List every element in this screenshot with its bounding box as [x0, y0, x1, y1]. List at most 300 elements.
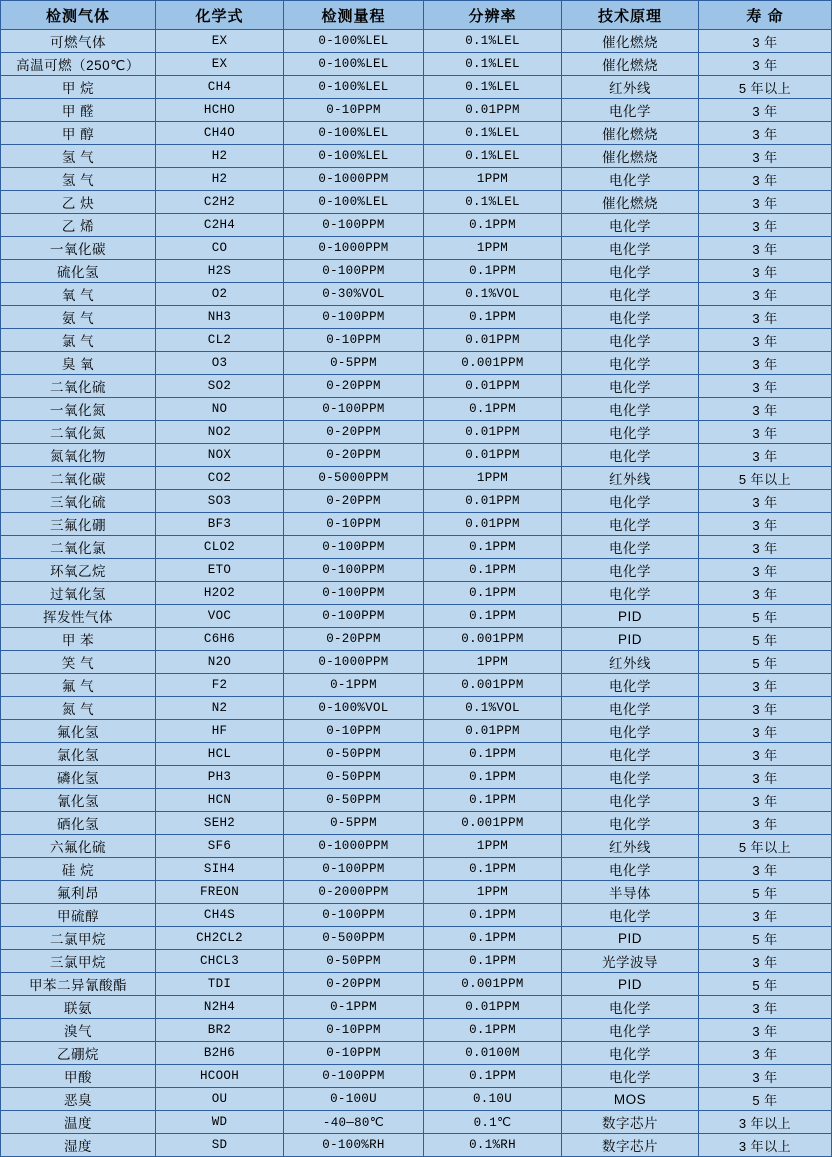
- cell-principle: 电化学: [562, 996, 699, 1019]
- cell-formula: SO3: [156, 490, 284, 513]
- cell-resolution: 0.01PPM: [424, 720, 562, 743]
- cell-principle: 电化学: [562, 237, 699, 260]
- cell-resolution: 0.1PPM: [424, 582, 562, 605]
- cell-lifetime: 3 年: [699, 168, 832, 191]
- cell-gas: 硒化氢: [1, 812, 156, 835]
- table-row: [1, 490, 832, 513]
- cell-formula: CO2: [156, 467, 284, 490]
- cell-gas: 硫化氢: [1, 260, 156, 283]
- cell-resolution: 0.1%LEL: [424, 76, 562, 99]
- table-row: [1, 881, 832, 904]
- table-row: [1, 53, 832, 76]
- cell-range: 0-10PPM: [284, 1042, 424, 1065]
- cell-formula: H2O2: [156, 582, 284, 605]
- cell-gas: 氯化氢: [1, 743, 156, 766]
- cell-resolution: 0.0100M: [424, 1042, 562, 1065]
- cell-principle: 电化学: [562, 743, 699, 766]
- cell-formula: H2S: [156, 260, 284, 283]
- cell-formula: SF6: [156, 835, 284, 858]
- cell-resolution: 0.01PPM: [424, 329, 562, 352]
- table-row: [1, 973, 832, 996]
- table-row: [1, 237, 832, 260]
- cell-formula: SEH2: [156, 812, 284, 835]
- cell-gas: 二氧化氯: [1, 536, 156, 559]
- cell-resolution: 0.01PPM: [424, 99, 562, 122]
- cell-resolution: 0.1PPM: [424, 306, 562, 329]
- cell-formula: NO: [156, 398, 284, 421]
- cell-range: 0-500PPM: [284, 927, 424, 950]
- cell-resolution: 0.1PPM: [424, 214, 562, 237]
- cell-formula: CH4O: [156, 122, 284, 145]
- cell-lifetime: 3 年: [699, 582, 832, 605]
- cell-formula: SO2: [156, 375, 284, 398]
- table-row: [1, 996, 832, 1019]
- cell-principle: 电化学: [562, 697, 699, 720]
- table-row: [1, 191, 832, 214]
- cell-resolution: 1PPM: [424, 835, 562, 858]
- cell-lifetime: 3 年: [699, 260, 832, 283]
- cell-lifetime: 3 年: [699, 904, 832, 927]
- cell-principle: 电化学: [562, 352, 699, 375]
- cell-formula: O3: [156, 352, 284, 375]
- cell-resolution: 0.1%VOL: [424, 283, 562, 306]
- table-row: [1, 352, 832, 375]
- cell-lifetime: 3 年: [699, 789, 832, 812]
- cell-range: 0-100PPM: [284, 559, 424, 582]
- cell-principle: 数字芯片: [562, 1134, 699, 1157]
- cell-lifetime: 3 年: [699, 191, 832, 214]
- cell-range: 0-20PPM: [284, 973, 424, 996]
- cell-range: 0-100%LEL: [284, 30, 424, 53]
- cell-range: 0-30%VOL: [284, 283, 424, 306]
- cell-principle: 光学波导: [562, 950, 699, 973]
- cell-gas: 笑 气: [1, 651, 156, 674]
- cell-formula: F2: [156, 674, 284, 697]
- cell-gas: 高温可燃（250℃）: [1, 53, 156, 76]
- cell-gas: 二氧化氮: [1, 421, 156, 444]
- cell-formula: C2H4: [156, 214, 284, 237]
- cell-range: -40—80℃: [284, 1111, 424, 1134]
- cell-resolution: 0.01PPM: [424, 996, 562, 1019]
- cell-lifetime: 3 年: [699, 99, 832, 122]
- cell-range: 0-100PPM: [284, 536, 424, 559]
- cell-principle: PID: [562, 605, 699, 628]
- cell-gas: 氟利昂: [1, 881, 156, 904]
- cell-lifetime: 3 年: [699, 674, 832, 697]
- cell-formula: SIH4: [156, 858, 284, 881]
- table-body: [1, 30, 832, 1157]
- cell-range: 0-1PPM: [284, 674, 424, 697]
- cell-range: 0-10PPM: [284, 720, 424, 743]
- cell-principle: 红外线: [562, 835, 699, 858]
- cell-lifetime: 3 年: [699, 145, 832, 168]
- cell-resolution: 0.1PPM: [424, 743, 562, 766]
- cell-principle: 催化燃烧: [562, 30, 699, 53]
- cell-range: 0-100PPM: [284, 398, 424, 421]
- cell-formula: FREON: [156, 881, 284, 904]
- table-row: [1, 30, 832, 53]
- cell-lifetime: 3 年: [699, 398, 832, 421]
- cell-gas: 氢 气: [1, 168, 156, 191]
- cell-range: 0-100%LEL: [284, 145, 424, 168]
- cell-lifetime: 5 年: [699, 651, 832, 674]
- table-row: [1, 145, 832, 168]
- cell-formula: EX: [156, 53, 284, 76]
- cell-gas: 氰化氢: [1, 789, 156, 812]
- cell-principle: 半导体: [562, 881, 699, 904]
- table-row: [1, 76, 832, 99]
- cell-resolution: 1PPM: [424, 237, 562, 260]
- cell-resolution: 0.1%LEL: [424, 30, 562, 53]
- cell-lifetime: 3 年: [699, 858, 832, 881]
- cell-lifetime: 3 年: [699, 329, 832, 352]
- column-header-gas: 检测气体: [1, 1, 156, 30]
- cell-formula: N2H4: [156, 996, 284, 1019]
- cell-formula: CH4S: [156, 904, 284, 927]
- cell-formula: ETO: [156, 559, 284, 582]
- cell-range: 0-100PPM: [284, 260, 424, 283]
- cell-lifetime: 5 年: [699, 605, 832, 628]
- cell-principle: 电化学: [562, 789, 699, 812]
- table-row: [1, 812, 832, 835]
- cell-gas: 甲酸: [1, 1065, 156, 1088]
- cell-resolution: 0.1PPM: [424, 904, 562, 927]
- column-header-lifetime: 寿 命: [699, 1, 832, 30]
- cell-lifetime: 3 年: [699, 214, 832, 237]
- cell-gas: 恶臭: [1, 1088, 156, 1111]
- cell-resolution: 0.1PPM: [424, 605, 562, 628]
- cell-lifetime: 3 年: [699, 559, 832, 582]
- cell-range: 0-100PPM: [284, 1065, 424, 1088]
- cell-range: 0-100%VOL: [284, 697, 424, 720]
- cell-resolution: 0.1%VOL: [424, 697, 562, 720]
- cell-principle: 电化学: [562, 444, 699, 467]
- cell-resolution: 0.1PPM: [424, 559, 562, 582]
- cell-formula: B2H6: [156, 1042, 284, 1065]
- cell-formula: H2: [156, 168, 284, 191]
- cell-range: 0-100PPM: [284, 214, 424, 237]
- cell-principle: 催化燃烧: [562, 191, 699, 214]
- cell-formula: TDI: [156, 973, 284, 996]
- table-row: [1, 651, 832, 674]
- cell-principle: 电化学: [562, 99, 699, 122]
- table-row: [1, 1042, 832, 1065]
- cell-range: 0-100%RH: [284, 1134, 424, 1157]
- cell-lifetime: 3 年: [699, 122, 832, 145]
- cell-principle: 电化学: [562, 766, 699, 789]
- cell-gas: 联氨: [1, 996, 156, 1019]
- cell-range: 0-10PPM: [284, 513, 424, 536]
- cell-resolution: 0.01PPM: [424, 513, 562, 536]
- cell-gas: 二氯甲烷: [1, 927, 156, 950]
- cell-gas: 乙 烯: [1, 214, 156, 237]
- cell-gas: 六氟化硫: [1, 835, 156, 858]
- cell-gas: 甲 烷: [1, 76, 156, 99]
- cell-range: 0-1000PPM: [284, 168, 424, 191]
- cell-lifetime: 3 年: [699, 490, 832, 513]
- table-row: [1, 1088, 832, 1111]
- cell-range: 0-5PPM: [284, 812, 424, 835]
- cell-lifetime: 5 年: [699, 973, 832, 996]
- cell-formula: OU: [156, 1088, 284, 1111]
- table-row: [1, 99, 832, 122]
- cell-lifetime: 5 年: [699, 1088, 832, 1111]
- table-row: [1, 122, 832, 145]
- cell-resolution: 1PPM: [424, 168, 562, 191]
- cell-formula: O2: [156, 283, 284, 306]
- cell-formula: CH4: [156, 76, 284, 99]
- cell-range: 0-1PPM: [284, 996, 424, 1019]
- cell-lifetime: 3 年: [699, 237, 832, 260]
- column-header-range: 检测量程: [284, 1, 424, 30]
- table-row: [1, 835, 832, 858]
- cell-lifetime: 3 年: [699, 743, 832, 766]
- table-row: [1, 444, 832, 467]
- cell-resolution: 0.1PPM: [424, 927, 562, 950]
- cell-formula: N2: [156, 697, 284, 720]
- cell-gas: 氮氧化物: [1, 444, 156, 467]
- cell-gas: 环氧乙烷: [1, 559, 156, 582]
- cell-resolution: 0.01PPM: [424, 421, 562, 444]
- cell-formula: C2H2: [156, 191, 284, 214]
- cell-resolution: 0.01PPM: [424, 444, 562, 467]
- cell-gas: 湿度: [1, 1134, 156, 1157]
- cell-gas: 乙硼烷: [1, 1042, 156, 1065]
- cell-lifetime: 3 年: [699, 283, 832, 306]
- cell-range: 0-1000PPM: [284, 651, 424, 674]
- cell-lifetime: 3 年以上: [699, 1134, 832, 1157]
- cell-resolution: 0.001PPM: [424, 812, 562, 835]
- table-row: [1, 283, 832, 306]
- cell-formula: NOX: [156, 444, 284, 467]
- cell-gas: 甲 醛: [1, 99, 156, 122]
- cell-range: 0-10PPM: [284, 1019, 424, 1042]
- cell-resolution: 0.1PPM: [424, 789, 562, 812]
- cell-formula: NH3: [156, 306, 284, 329]
- cell-gas: 氯 气: [1, 329, 156, 352]
- cell-resolution: 0.1PPM: [424, 858, 562, 881]
- cell-principle: 电化学: [562, 260, 699, 283]
- cell-principle: 电化学: [562, 306, 699, 329]
- cell-lifetime: 3 年: [699, 444, 832, 467]
- cell-formula: CLO2: [156, 536, 284, 559]
- cell-formula: HF: [156, 720, 284, 743]
- cell-gas: 甲硫醇: [1, 904, 156, 927]
- cell-lifetime: 3 年: [699, 53, 832, 76]
- cell-gas: 氢 气: [1, 145, 156, 168]
- cell-principle: 电化学: [562, 168, 699, 191]
- cell-gas: 臭 氧: [1, 352, 156, 375]
- cell-formula: SD: [156, 1134, 284, 1157]
- cell-lifetime: 3 年: [699, 306, 832, 329]
- cell-principle: 电化学: [562, 559, 699, 582]
- table-row: [1, 260, 832, 283]
- cell-resolution: 0.01PPM: [424, 375, 562, 398]
- cell-formula: CL2: [156, 329, 284, 352]
- cell-principle: 电化学: [562, 536, 699, 559]
- cell-lifetime: 5 年: [699, 927, 832, 950]
- cell-formula: CHCL3: [156, 950, 284, 973]
- cell-gas: 挥发性气体: [1, 605, 156, 628]
- table-row: [1, 950, 832, 973]
- table-row: [1, 904, 832, 927]
- cell-principle: 电化学: [562, 398, 699, 421]
- cell-lifetime: 3 年以上: [699, 1111, 832, 1134]
- table-row: [1, 766, 832, 789]
- cell-range: 0-5000PPM: [284, 467, 424, 490]
- cell-lifetime: 3 年: [699, 697, 832, 720]
- cell-resolution: 0.10U: [424, 1088, 562, 1111]
- cell-range: 0-50PPM: [284, 766, 424, 789]
- cell-range: 0-1000PPM: [284, 237, 424, 260]
- table-row: [1, 513, 832, 536]
- cell-principle: 电化学: [562, 283, 699, 306]
- cell-principle: 电化学: [562, 375, 699, 398]
- cell-gas: 一氧化碳: [1, 237, 156, 260]
- table-row: [1, 927, 832, 950]
- cell-range: 0-50PPM: [284, 743, 424, 766]
- cell-formula: EX: [156, 30, 284, 53]
- cell-range: 0-5PPM: [284, 352, 424, 375]
- cell-range: 0-50PPM: [284, 789, 424, 812]
- cell-resolution: 0.1%LEL: [424, 191, 562, 214]
- table-row: [1, 1134, 832, 1157]
- table-row: [1, 536, 832, 559]
- cell-range: 0-10PPM: [284, 329, 424, 352]
- cell-gas: 硅 烷: [1, 858, 156, 881]
- cell-principle: PID: [562, 973, 699, 996]
- cell-range: 0-20PPM: [284, 444, 424, 467]
- cell-principle: 电化学: [562, 904, 699, 927]
- cell-principle: 电化学: [562, 1019, 699, 1042]
- cell-resolution: 0.001PPM: [424, 352, 562, 375]
- cell-principle: 电化学: [562, 329, 699, 352]
- cell-formula: PH3: [156, 766, 284, 789]
- cell-gas: 三氟化硼: [1, 513, 156, 536]
- table-row: [1, 697, 832, 720]
- cell-principle: 电化学: [562, 674, 699, 697]
- table-header-row: [1, 1, 832, 30]
- cell-formula: H2: [156, 145, 284, 168]
- cell-gas: 氟化氢: [1, 720, 156, 743]
- cell-gas: 三氯甲烷: [1, 950, 156, 973]
- cell-resolution: 0.1PPM: [424, 398, 562, 421]
- table-row: [1, 628, 832, 651]
- table-row: [1, 1019, 832, 1042]
- cell-lifetime: 3 年: [699, 766, 832, 789]
- column-header-formula: 化学式: [156, 1, 284, 30]
- cell-range: 0-1000PPM: [284, 835, 424, 858]
- table-header: [1, 1, 832, 30]
- cell-resolution: 0.001PPM: [424, 628, 562, 651]
- cell-principle: MOS: [562, 1088, 699, 1111]
- column-header-principle: 技术原理: [562, 1, 699, 30]
- cell-lifetime: 3 年: [699, 812, 832, 835]
- cell-gas: 氮 气: [1, 697, 156, 720]
- cell-resolution: 0.1℃: [424, 1111, 562, 1134]
- cell-formula: HCL: [156, 743, 284, 766]
- cell-range: 0-100%LEL: [284, 122, 424, 145]
- cell-lifetime: 5 年: [699, 628, 832, 651]
- cell-formula: CH2CL2: [156, 927, 284, 950]
- table-row: [1, 375, 832, 398]
- cell-principle: 电化学: [562, 858, 699, 881]
- cell-principle: 电化学: [562, 582, 699, 605]
- cell-resolution: 0.1PPM: [424, 260, 562, 283]
- cell-range: 0-20PPM: [284, 375, 424, 398]
- cell-principle: 电化学: [562, 214, 699, 237]
- cell-range: 0-20PPM: [284, 421, 424, 444]
- table-row: [1, 467, 832, 490]
- cell-principle: 数字芯片: [562, 1111, 699, 1134]
- cell-lifetime: 3 年: [699, 1065, 832, 1088]
- cell-principle: 电化学: [562, 1065, 699, 1088]
- table-row: [1, 1065, 832, 1088]
- table-row: [1, 789, 832, 812]
- cell-principle: 电化学: [562, 513, 699, 536]
- cell-lifetime: 3 年: [699, 513, 832, 536]
- cell-lifetime: 3 年: [699, 720, 832, 743]
- cell-range: 0-100PPM: [284, 858, 424, 881]
- cell-range: 0-100PPM: [284, 904, 424, 927]
- cell-resolution: 0.001PPM: [424, 973, 562, 996]
- cell-gas: 甲 醇: [1, 122, 156, 145]
- cell-formula: WD: [156, 1111, 284, 1134]
- cell-principle: 电化学: [562, 1042, 699, 1065]
- cell-resolution: 0.1%LEL: [424, 145, 562, 168]
- cell-resolution: 0.1%LEL: [424, 122, 562, 145]
- cell-resolution: 0.1%RH: [424, 1134, 562, 1157]
- cell-lifetime: 5 年以上: [699, 835, 832, 858]
- cell-formula: NO2: [156, 421, 284, 444]
- cell-gas: 氟 气: [1, 674, 156, 697]
- cell-principle: 红外线: [562, 76, 699, 99]
- cell-lifetime: 5 年: [699, 881, 832, 904]
- table-row: [1, 559, 832, 582]
- cell-principle: PID: [562, 927, 699, 950]
- cell-formula: HCHO: [156, 99, 284, 122]
- table-row: [1, 674, 832, 697]
- cell-gas: 磷化氢: [1, 766, 156, 789]
- cell-resolution: 0.1PPM: [424, 766, 562, 789]
- cell-gas: 氨 气: [1, 306, 156, 329]
- table-row: [1, 1111, 832, 1134]
- cell-lifetime: 3 年: [699, 536, 832, 559]
- table-row: [1, 858, 832, 881]
- cell-gas: 乙 炔: [1, 191, 156, 214]
- cell-principle: PID: [562, 628, 699, 651]
- table-row: [1, 329, 832, 352]
- cell-range: 0-2000PPM: [284, 881, 424, 904]
- table-row: [1, 306, 832, 329]
- cell-lifetime: 3 年: [699, 1019, 832, 1042]
- cell-range: 0-100%LEL: [284, 191, 424, 214]
- cell-gas: 二氧化碳: [1, 467, 156, 490]
- cell-resolution: 0.001PPM: [424, 674, 562, 697]
- cell-resolution: 0.1PPM: [424, 536, 562, 559]
- table-row: [1, 582, 832, 605]
- cell-gas: 氧 气: [1, 283, 156, 306]
- table-row: [1, 720, 832, 743]
- cell-range: 0-100PPM: [284, 582, 424, 605]
- cell-resolution: 1PPM: [424, 651, 562, 674]
- cell-gas: 可燃气体: [1, 30, 156, 53]
- cell-range: 0-100U: [284, 1088, 424, 1111]
- table-row: [1, 743, 832, 766]
- cell-principle: 电化学: [562, 812, 699, 835]
- cell-resolution: 0.1PPM: [424, 950, 562, 973]
- cell-formula: HCN: [156, 789, 284, 812]
